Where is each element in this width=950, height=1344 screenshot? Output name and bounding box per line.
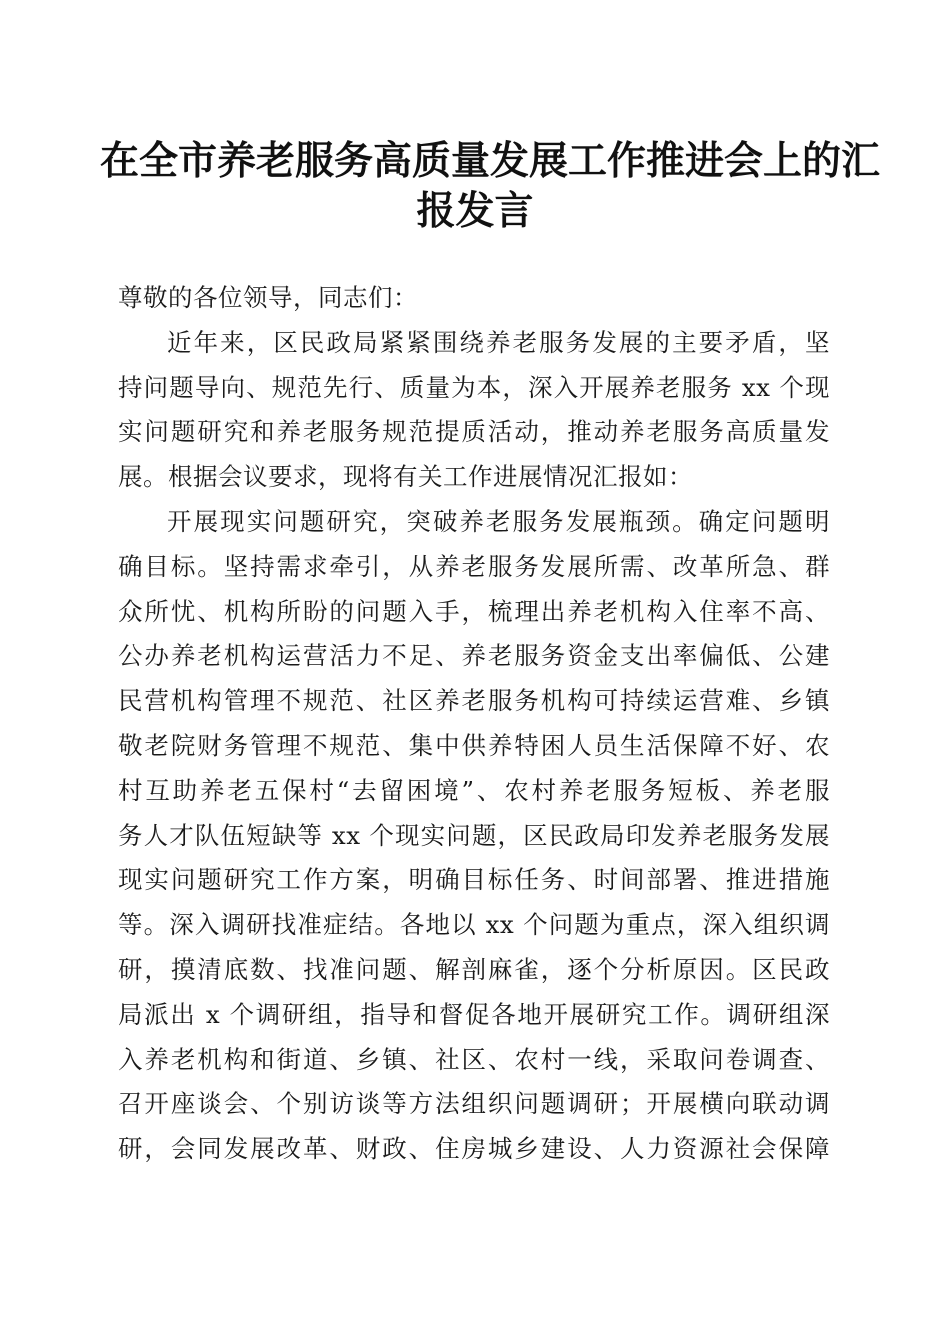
paragraph-line: 实问题研究和养老服务规范提质活动，推动养老服务高质量发 <box>118 417 830 447</box>
paragraph-1 <box>118 321 830 500</box>
paragraph-2 <box>118 500 830 1172</box>
paragraph-line: 局派出 x 个调研组，指导和督促各地开展研究工作。调研组深 <box>118 999 830 1029</box>
paragraph-line: 众所忧、机构所盼的问题入手，梳理出养老机构入住率不高、 <box>118 596 830 626</box>
title-line-1: 在全市养老服务高质量发展工作推进会上的汇 <box>100 138 881 184</box>
paragraph-line: 现实问题研究工作方案，明确目标任务、时间部署、推进措施 <box>118 865 830 895</box>
paragraph-line: 村互助养老五保村“去留困境”、农村养老服务短板、养老服 <box>118 775 830 805</box>
document-body <box>118 276 830 1172</box>
paragraph-line: 务人才队伍短缺等 xx 个现实问题，区民政局印发养老服务发展 <box>118 820 830 850</box>
paragraph-line: 确目标。坚持需求牵引，从养老服务发展所需、改革所急、群 <box>118 551 830 581</box>
paragraph-line: 开展现实问题研究，突破养老服务发展瓶颈。确定问题明 <box>167 506 830 536</box>
paragraph-line: 等。深入调研找准症结。各地以 xx 个问题为重点，深入组织调 <box>118 910 830 940</box>
paragraph-line: 研，摸清底数、找准问题、解剖麻雀，逐个分析原因。区民政 <box>118 954 830 984</box>
paragraph-line: 入养老机构和街道、乡镇、社区、农村一线，采取问卷调查、 <box>118 1044 830 1074</box>
title-line-2: 报发言 <box>416 188 534 234</box>
paragraph-line: 展。根据会议要求，现将有关工作进展情况汇报如： <box>118 462 693 492</box>
salutation: 尊敬的各位领导，同志们： <box>118 283 418 312</box>
paragraph-line: 持问题导向、规范先行、质量为本，深入开展养老服务 xx 个现 <box>118 372 830 402</box>
paragraph-line: 召开座谈会、个别访谈等方法组织问题调研；开展横向联动调 <box>118 1089 830 1119</box>
paragraph-line: 敬老院财务管理不规范、集中供养特困人员生活保障不好、农 <box>118 730 830 760</box>
paragraph-line: 近年来，区民政局紧紧围绕养老服务发展的主要矛盾，坚 <box>167 327 830 357</box>
paragraph-line: 公办养老机构运营活力不足、养老服务资金支出率偏低、公建 <box>118 641 830 671</box>
paragraph-line: 研，会同发展改革、财政、住房城乡建设、人力资源社会保障 <box>118 1134 830 1164</box>
document-title <box>100 136 881 236</box>
paragraph-line: 民营机构管理不规范、社区养老服务机构可持续运营难、乡镇 <box>118 686 830 716</box>
